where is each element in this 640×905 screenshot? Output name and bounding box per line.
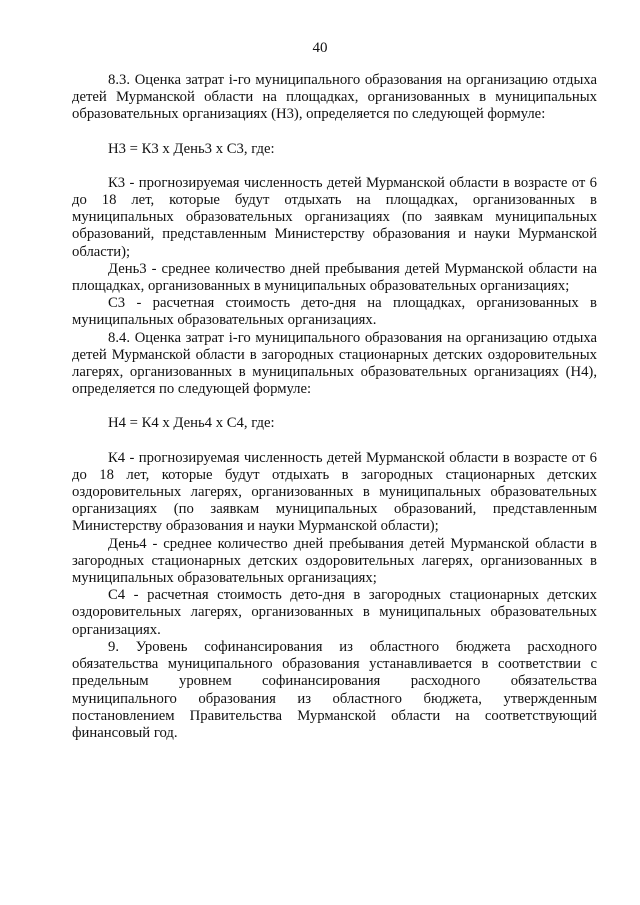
definition-day3: День3 - среднее количество дней пребывания детей Мурманской области на площадках, организованных в муниципальных образовательных организациях;: [72, 260, 597, 295]
spacer: [72, 158, 597, 175]
document-body: [72, 72, 597, 742]
paragraph-9: 9. Уровень софинансирования из областного бюджета расходного обязательства муниципального образования устанавливается в соответствии с предельным уровнем софинансирования расходного обязательства муниципального образования из областного бюджета, утвержденным постановлением Правительства Мурманской области на соответствующий финансовый год.: [72, 638, 597, 741]
definition-c3: С3 - расчетная стоимость дето-дня на площадках, организованных в муниципальных образовательных организациях.: [72, 295, 597, 329]
formula-n4: Н4 = К4 х День4 х С4, где:: [108, 415, 275, 432]
definition-day4: День4 - среднее количество дней пребывания детей Мурманской области в загородных стационарных детских оздоровительных лагерях, организованных в муниципальных образовательных организациях;: [72, 535, 597, 587]
paragraph-8-4: 8.4. Оценка затрат i-го муниципального образования на организацию отдыха детей Мурманской области в загородных стационарных детских оздоровительных лагерях, организованных в муниципальных образовательных организациях (Н4), определяется по следующей формуле:: [72, 329, 597, 398]
definition-k3: К3 - прогнозируемая численность детей Мурманской области в возрасте от 6 до 18 лет, которые будут отдыхать на площадках, организованных в муниципальных образовательных организациях (по заявкам муниципальных образований, представленным Министерству образования и науки Мурманской области);: [72, 174, 597, 260]
page-number: 40: [312, 40, 328, 56]
formula-n3: Н3 = К3 х День3 х С3, где:: [108, 140, 275, 157]
spacer: [72, 398, 597, 415]
spacer: [72, 124, 597, 141]
spacer: [72, 433, 597, 450]
definition-c4: С4 - расчетная стоимость дето-дня в загородных стационарных детских оздоровительных лагерях, организованных в муниципальных образовательных организациях.: [72, 587, 597, 638]
paragraph-8-3: 8.3. Оценка затрат i-го муниципального образования на организацию отдыха детей Мурманской области на площадках, организованных в муниципальных образовательных организациях (Н3), определяется по следующей формуле:: [72, 72, 597, 123]
definition-k4: К4 - прогнозируемая численность детей Мурманской области в возрасте от 6 до 18 лет, которые будут отдыхать в загородных стационарных детских оздоровительных лагерях, организованных в муниципальных образовательных организациях (по заявкам муниципальных образований, представленным Министерству образования и науки Мурманской области);: [72, 449, 597, 535]
